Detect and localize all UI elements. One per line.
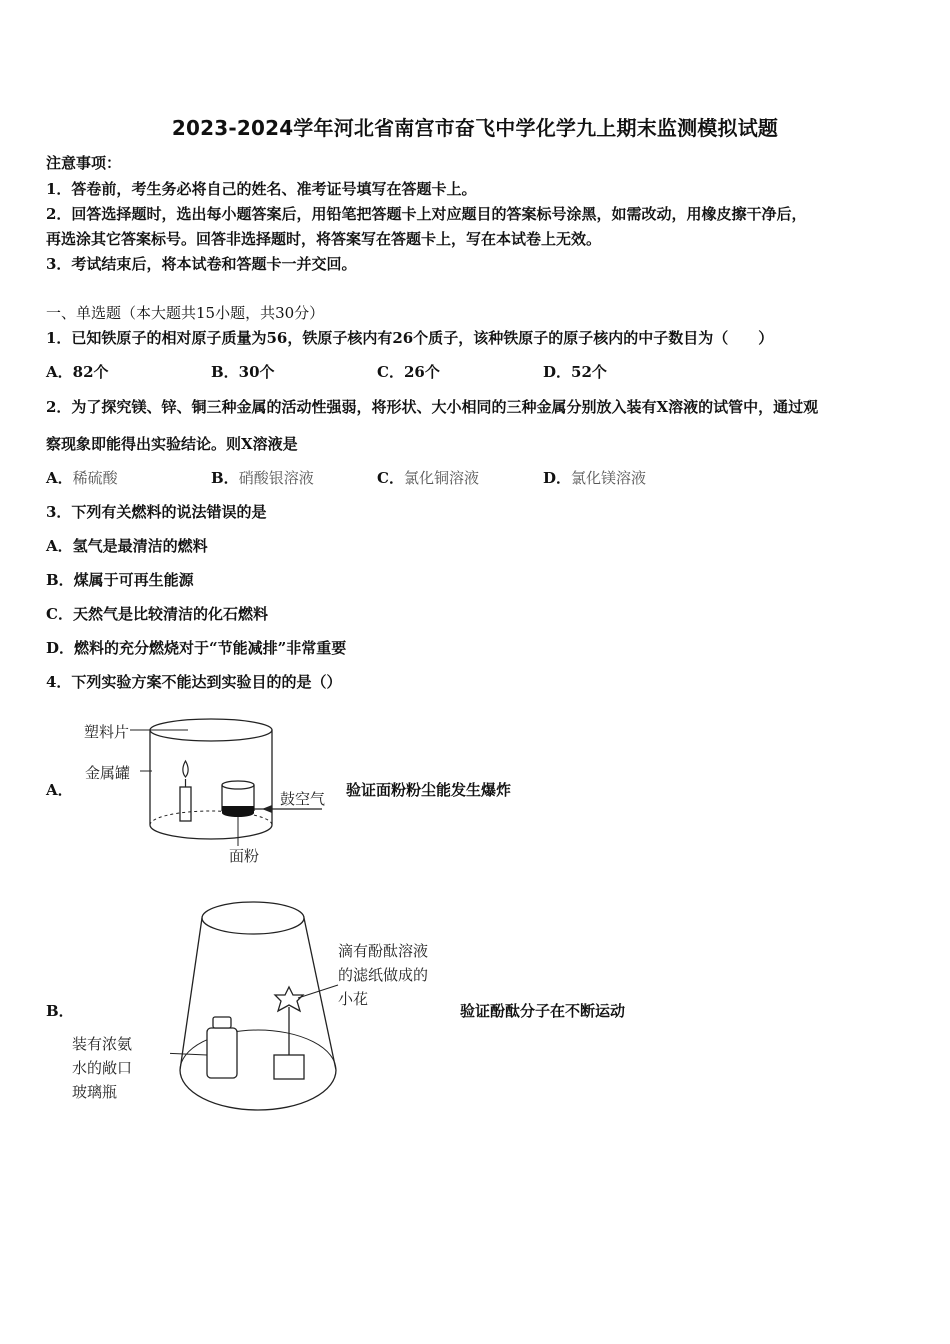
q1-stem: 1．已知铁原子的相对原子质量为56，铁原子核内有26个质子，该种铁原子的原子核内的中子数目为（ ） [46, 329, 774, 347]
notice-item: 1．答卷前，考生务必将自己的姓名、准考证号填写在答题卡上。 [46, 180, 477, 198]
q1-option-a: A．82个 [46, 363, 109, 381]
label-flower-line2: 的滤纸做成的 [338, 966, 429, 984]
label-flower-line3: 小花 [338, 990, 369, 1008]
notice-item: 3．考试结束后，将本试卷和答题卡一并交回。 [46, 255, 357, 273]
air-arrow [262, 805, 272, 813]
ammonia-bottle [207, 1028, 237, 1078]
q2-stem-line2: 察现象即能得出实验结论。则X溶液是 [46, 435, 298, 453]
label-plastic-sheet: 塑料片 [84, 723, 130, 741]
q1-option-c: C．26个 [377, 363, 440, 381]
q4-option-a-letter: A． [46, 781, 73, 799]
label-bottle-line2: 水的敞口 [72, 1059, 133, 1077]
section-heading: 一、单选题（本大题共15小题，共30分） [46, 304, 325, 322]
q4-stem: 4．下列实验方案不能达到实验目的的是（） [46, 673, 342, 691]
q3-option-d: D．燃料的充分燃烧对于“节能减排”非常重要 [46, 639, 347, 657]
stand-base [274, 1055, 304, 1079]
q2-option-c: C．氯化铜溶液 [377, 469, 479, 487]
q3-stem: 3．下列有关燃料的说法错误的是 [46, 503, 267, 521]
q4-option-b-purpose: 验证酚酞分子在不断运动 [460, 1002, 626, 1020]
candle-flame [183, 761, 188, 777]
q3-option-c: C．天然气是比较清洁的化石燃料 [46, 605, 268, 623]
notice-item: 再选涂其它答案标号。回答非选择题时，将答案写在答题卡上，写在本试卷上无效。 [46, 230, 602, 248]
q4-option-a-purpose: 验证面粉粉尘能发生爆炸 [346, 781, 512, 799]
q4-option-b-letter: B． [46, 1002, 74, 1020]
q1-option-b: B．30个 [211, 363, 275, 381]
label-metal-can: 金属罐 [85, 764, 131, 782]
label-bottle-line1: 装有浓氨 [72, 1035, 133, 1053]
q1-option-d: D．52个 [543, 363, 607, 381]
label-bottle-line3: 玻璃瓶 [72, 1083, 118, 1101]
can-bottom [150, 825, 272, 839]
q2-stem-line1: 2．为了探究镁、锌、铜三种金属的活动性强弱，将形状、大小相同的三种金属分别放入装有X溶液的试管中，通过观 [46, 398, 819, 416]
q2-option-b: B．硝酸银溶液 [211, 469, 314, 487]
label-blow-air: 鼓空气 [280, 790, 326, 808]
label-flour: 面粉 [229, 847, 260, 865]
notice-heading: 注意事项： [46, 154, 122, 172]
label-flower-line1: 滴有酚酞溶液 [338, 942, 429, 960]
q2-option-d: D．氯化镁溶液 [543, 469, 647, 487]
q3-option-a: A．氢气是最清洁的燃料 [46, 537, 208, 555]
beaker-top [202, 902, 304, 934]
candle [180, 787, 191, 821]
q2-option-a: A．稀硫酸 [46, 469, 118, 487]
q3-option-b: B．煤属于可再生能源 [46, 571, 194, 589]
beaker-base [180, 1070, 336, 1110]
notice-item: 2．回答选择题时，选出每小题答案后，用铅笔把答题卡上对应题目的答案标号涂黑，如需改动，用橡皮擦干净后， [46, 205, 807, 223]
page-title: 2023-2024学年河北省南宫市奋飞中学化学九上期末监测模拟试题 [171, 116, 779, 140]
